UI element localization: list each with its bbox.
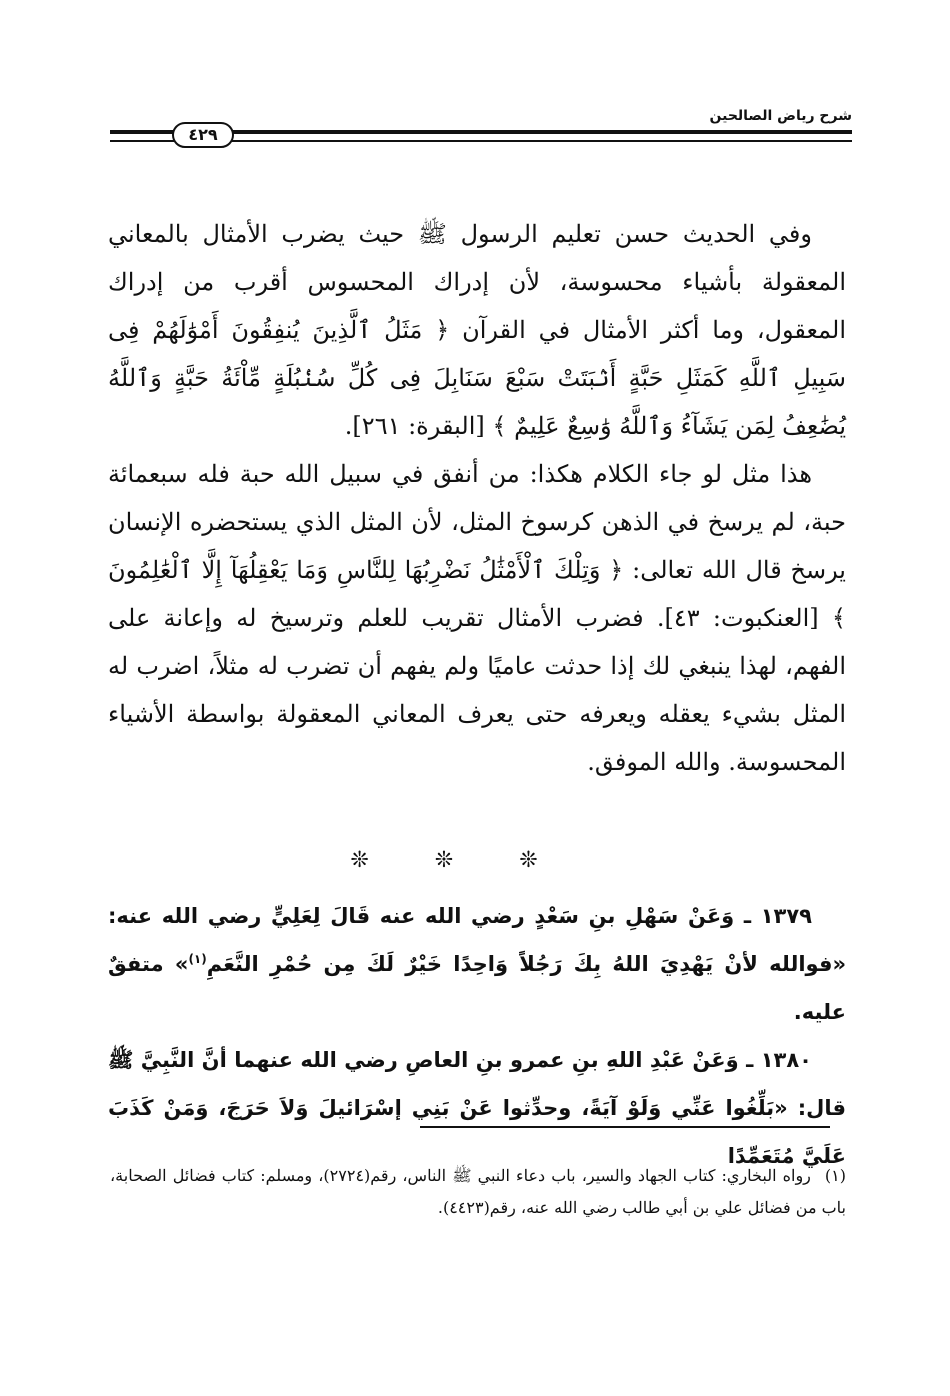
page-number: ٤٢٩ — [172, 122, 234, 148]
book-title: شرح رياض الصالحين — [709, 108, 852, 124]
hadith-list — [108, 892, 846, 1180]
footnote — [110, 1160, 846, 1224]
verse-reference: [البقرة: ٢٦١]. — [344, 412, 485, 440]
hadith-text-end: » متفقٌ عليه. — [108, 952, 846, 1024]
quran-verse: ﴿ مَثَلُ ٱلَّذِينَ يُنفِقُونَ أَمْوَٰلَهُمْ فِى سَبِيلِ ٱللَّهِ كَمَثَلِ حَبَّةٍ أَنۢبَتَتْ سَبْعَ سَنَابِلَ فِى كُلِّ سُنۢبُلَةٍ مِّاْئَةُ حَبَّةٍ وَٱللَّهُ يُضَٰعِفُ لِمَن يَشَآءُ وَٱللَّهُ وَٰسِعٌ عَلِيمٌ ﴾ — [108, 316, 846, 440]
hadith-text: ١٣٨٠ ـ وَعَنْ عَبْدِ اللهِ بنِ عمرو بنِ العاصِ رضي الله عنهما أنَّ النَّبِيَّ ﷺ قال: «بَلِّغُوا عَنِّي وَلَوْ آيَةً، وحدِّثوا عَنْ بَنِي إسْرَائيلَ وَلاَ حَرَجَ، وَمَنْ كَذَبَ عَلَيَّ مُتَعَمِّدًا — [108, 1048, 846, 1168]
paragraph — [108, 210, 846, 450]
running-header — [110, 108, 852, 156]
verse-reference: [العنكبوت: ٤٣]. — [656, 604, 819, 632]
section-separator: ❊❊❊ — [350, 848, 604, 873]
paragraph-text: هذا مثل لو جاء الكلام هكذا: من أنفق في سبيل الله حبة فله سبعمائة حبة، لم يرسخ في الذهن كرسوخ المثل، لأن المثل الذي يستحضره الإنسان يرسخ قال الله تعالى: — [108, 460, 846, 584]
quran-verse: ﴿ وَتِلْكَ ٱلْأَمْثَٰلُ نَضْرِبُهَا لِلنَّاسِ وَمَا يَعْقِلُهَآ إِلَّا ٱلْعَٰلِمُونَ ﴾ — [108, 556, 846, 632]
hadith-1379 — [108, 892, 846, 1036]
footnote-divider — [420, 1126, 830, 1128]
footnotes — [110, 1160, 846, 1224]
footnote-reference: (١) — [188, 952, 207, 966]
paragraph-text: وفي الحديث حسن تعليم الرسول ﷺ حيث يضرب الأمثال بالمعاني المعقولة بأشياء محسوسة، لأن إدراك المحسوس أقرب من إدراك المعقول، وما أكثر الأمثال في القرآن — [108, 220, 846, 344]
footnote-marker: (١) — [824, 1166, 847, 1185]
footnote-text: رواه البخاري: كتاب الجهاد والسير، باب دعاء النبي ﷺ الناس، رقم(٢٧٢٤)، ومسلم: كتاب فضائل الصحابة، باب من فضائل علي بن أبي طالب رضي الله عنه، رقم(٤٤٢٣). — [110, 1166, 846, 1217]
hadith-1380 — [108, 1036, 846, 1180]
paragraph-text: فضرب الأمثال تقريب للعلم وترسيخ له وإعانة على الفهم، لهذا ينبغي لك إذا حدثت عاميًا ولم يفهم أن تضرب له مثلاً، اضرب له المثل بشيء يعقله ويعرفه حتى يعرف المعاني المعقولة بواسطة الأشياء المحسوسة. والله الموفق. — [108, 604, 846, 776]
commentary-text — [108, 210, 846, 786]
paragraph — [108, 450, 846, 786]
hadith-text: ١٣٧٩ ـ وَعَنْ سَهْلِ بنِ سَعْدٍ رضي الله عنه قَالَ لِعَلِيٍّ رضي الله عنه: «فوالله لأنْ يَهْدِيَ اللهُ بِكَ رَجُلاً وَاحِدًا خَيْرٌ لَكَ مِن حُمْرِ النَّعَمِ — [108, 904, 847, 976]
